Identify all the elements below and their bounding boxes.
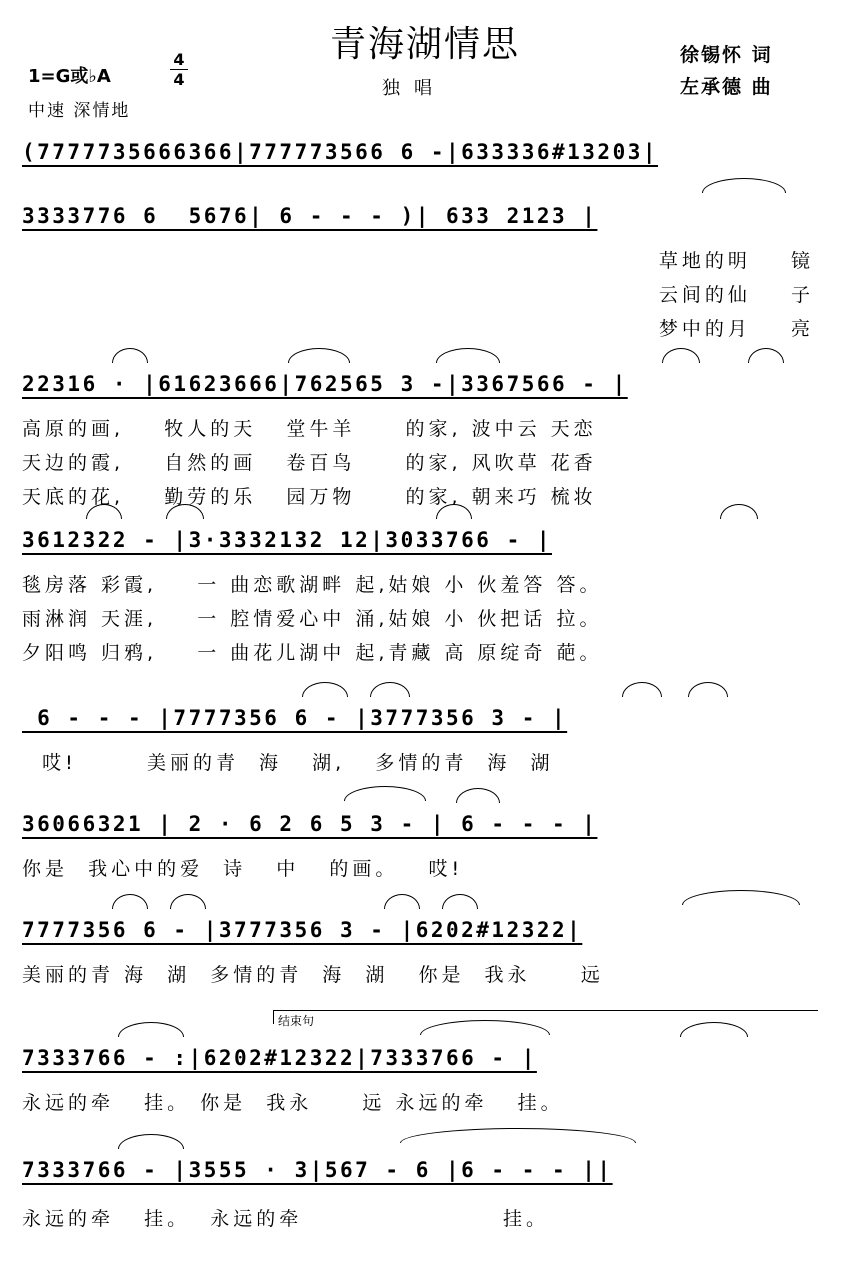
notation-line: 3612322 - |3·3332132 12|3033766 - |	[22, 528, 553, 552]
tempo-marking: 中速 深情地	[28, 101, 131, 121]
lyricist-credit: 徐锡怀 词	[680, 44, 773, 66]
composer-credit: 左承德 曲	[680, 76, 773, 98]
lyric-line: 哎! 美丽的青 海 湖, 多情的青 海 湖	[22, 752, 554, 774]
notation-line: 36066321 | 2 · 6 2 6 5 3 - | 6 - - - |	[22, 812, 598, 836]
lyric-line: 天底的花, 勤劳的乐 园万物 的家, 朝来巧 梳妆	[22, 486, 597, 508]
lyric-line: 永远的牵 挂。 永远的牵 挂。	[22, 1208, 549, 1230]
notation-line: 7333766 - |3555 · 3|567 - 6 |6 - - - ||	[22, 1158, 613, 1182]
slur-mark	[112, 348, 148, 363]
system-2	[0, 204, 850, 340]
lyric-line: 高原的画, 牧人的天 堂牛羊 的家, 波中云 天恋	[22, 418, 597, 440]
lyric-line: 夕阳鸣 归鸦, 一 曲花儿湖中 起,青藏 高 原绽奇 葩。	[22, 642, 603, 664]
time-bottom: 4	[173, 70, 185, 89]
lyric-line: 永远的牵 挂。 你是 我永 远 永远的牵 挂。	[22, 1092, 564, 1114]
system-4	[0, 528, 850, 664]
lyric-line: 云间的仙 子	[658, 284, 814, 306]
notation-line: 3333776 6 5676| 6 - - - )| 633 2123 |	[22, 204, 598, 228]
system-9	[0, 1158, 850, 1288]
lyric-line: 天边的霞, 自然的画 卷百鸟 的家, 风吹草 花香	[22, 452, 597, 474]
performance-type: 独唱	[382, 78, 446, 99]
system-3	[0, 372, 850, 508]
lyric-line: 美丽的青 海 湖 多情的青 海 湖 你是 我永 远	[22, 964, 604, 986]
slur-mark	[370, 682, 410, 697]
slur-mark	[662, 348, 700, 363]
slur-mark	[688, 682, 728, 697]
time-signature	[170, 52, 188, 87]
notation-line: 22316 · |61623666|762565 3 -|3367566 - |	[22, 372, 628, 396]
slur-mark	[302, 682, 348, 697]
notation-line: 7333766 - :|6202#12322|7333766 - |	[22, 1046, 537, 1070]
system-8	[0, 1046, 850, 1176]
ending-label: 结束句	[273, 1010, 818, 1024]
slur-mark	[720, 504, 758, 519]
slur-mark	[748, 348, 784, 363]
lyric-line: 草地的明 镜	[658, 250, 814, 272]
notation-line: (7777735666366|777773566 6 -|633336#13203|	[22, 140, 659, 164]
notation-line: 7777356 6 - |3777356 3 - |6202#12322|	[22, 918, 583, 942]
time-top: 4	[173, 50, 185, 69]
notation-line: 6 - - - |7777356 6 - |3777356 3 - |	[22, 706, 568, 730]
slur-mark	[288, 348, 350, 363]
key-signature: 1=G或♭A	[28, 66, 111, 87]
lyric-line: 你是 我心中的爱 诗 中 的画。 哎!	[22, 858, 464, 880]
song-title: 青海湖情思	[329, 24, 520, 65]
slur-mark	[622, 682, 662, 697]
lyric-line: 雨淋润 天涯, 一 腔情爱心中 涌,姑娘 小 伙把话 拉。	[22, 608, 603, 630]
lyric-line: 梦中的月 亮	[658, 318, 814, 340]
slur-mark	[436, 348, 500, 363]
lyric-line: 毯房落 彩霞, 一 曲恋歌湖畔 起,姑娘 小 伙羞答 答。	[22, 574, 603, 596]
